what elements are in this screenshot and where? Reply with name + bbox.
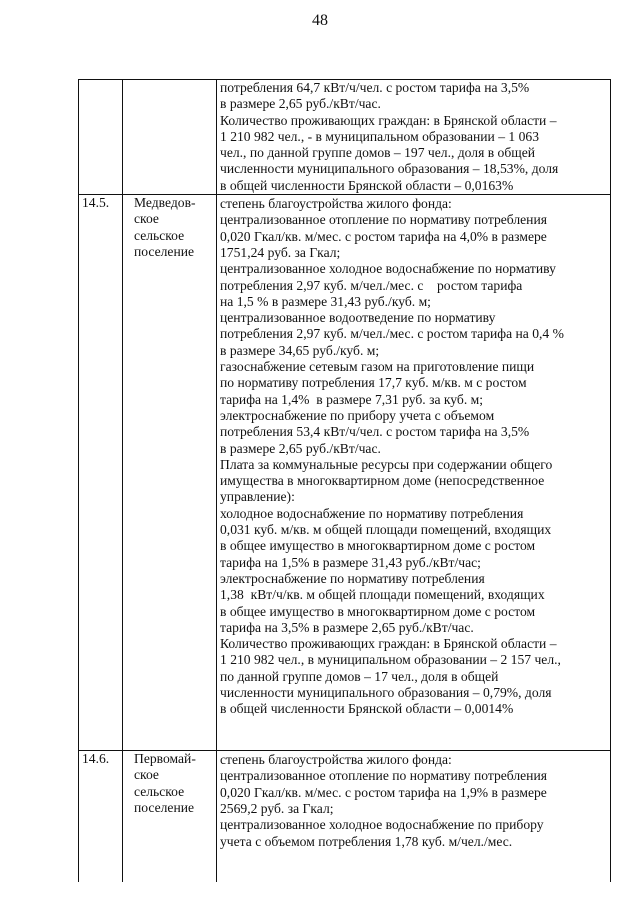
description-line: потребления 64,7 кВт/ч/чел. с ростом тарифа на 3,5%: [220, 80, 530, 95]
table-row: [79, 751, 611, 883]
description-line: имущества в многоквартирном доме (непосредственное: [220, 473, 545, 489]
description-line: в общей численности Брянской области – 0,0014%: [220, 701, 514, 717]
tariff-table: [78, 79, 611, 882]
description-line: в общее имущество в многоквартирном доме с ростом: [220, 538, 536, 554]
description-line: тарифа на 1,4% в размере 7,31 руб. за куб. м;: [220, 391, 484, 407]
description-line: газоснабжение сетевым газом на приготовление пищи: [220, 359, 535, 375]
description-line: численности муниципального образования – 18,53%, доля: [220, 161, 559, 177]
settlement-name-line: сельское: [134, 783, 185, 799]
description-line: централизованное водоотведение по нормативу: [220, 310, 496, 326]
settlement-name-line: ское: [134, 767, 159, 783]
description-line: централизованное холодное водоснабжение по нормативу: [220, 261, 556, 277]
description-line: в общей численности Брянской области – 0,0163%: [220, 177, 514, 193]
description-line: в размере 2,65 руб./кВт/час.: [220, 96, 381, 112]
description-cell: [217, 80, 611, 195]
description-line: тарифа на 1,5% в размере 31,43 руб./кВт/час;: [220, 554, 481, 570]
settlement-name-line: Первомай-: [134, 751, 196, 767]
description-cell: [217, 751, 611, 883]
description-line: централизованное отопление по нормативу потребления: [220, 212, 547, 228]
description-line: 0,020 Гкал/кв. м/мес. с ростом тарифа на 4,0% в размере: [220, 228, 547, 244]
description-line: управление):: [220, 489, 295, 505]
row-number-cell: [79, 751, 123, 883]
description-line: 0,020 Гкал/кв. м/мес. с ростом тарифа на 1,9% в размере: [220, 784, 547, 800]
description-line: Количество проживающих граждан: в Брянской области –: [220, 112, 557, 128]
description-line: холодное водоснабжение по нормативу потребления: [220, 505, 524, 521]
description-line: электроснабжение по нормативу потребления: [220, 570, 485, 586]
description-line: централизованное отопление по нормативу потребления: [220, 768, 547, 784]
settlement-name-line: сельское: [134, 227, 185, 243]
row-number: 14.6.: [82, 751, 110, 767]
description-line: в общее имущество в многоквартирном доме с ростом: [220, 603, 536, 619]
settlement-name-line: ское: [134, 211, 159, 227]
row-number-cell: [79, 195, 123, 751]
description-line: 1 210 982 чел., - в муниципальном образовании – 1 063: [220, 128, 539, 144]
table-body: [79, 80, 611, 883]
row-number: 14.5.: [82, 195, 110, 211]
description-line: Количество проживающих граждан: в Брянской области –: [220, 636, 557, 652]
description-line: потребления 2,97 куб. м/чел./мес. с ростом тарифа на 0,4 %: [220, 326, 564, 342]
settlement-name-cell: [123, 751, 217, 883]
description-line: 1 210 982 чел., в муниципальном образовании – 2 157 чел.,: [220, 652, 561, 668]
settlement-name-cell: [123, 195, 217, 751]
description-line: 1,38 кВт/ч/кв. м общей площади помещений, входящих: [220, 587, 545, 603]
description-line: электроснабжение по прибору учета с объемом: [220, 407, 495, 423]
page-number: 48: [312, 12, 328, 29]
settlement-name-line: Медведов-: [134, 195, 196, 211]
settlement-name-line: поселение: [134, 243, 195, 259]
description-line: потребления 53,4 кВт/ч/чел. с ростом тарифа на 3,5%: [220, 424, 530, 440]
description-line: в размере 34,65 руб./куб. м;: [220, 342, 380, 358]
description-line: 1751,24 руб. за Гкал;: [220, 244, 341, 260]
description-line: в размере 2,65 руб./кВт/час.: [220, 440, 381, 456]
description-line: Плата за коммунальные ресурсы при содержании общего: [220, 456, 553, 472]
description-line: 0,031 куб. м/кв. м общей площади помещений, входящих: [220, 522, 552, 538]
description-line: по данной группе домов – 17 чел., доля в общей: [220, 668, 499, 684]
description-line: 2569,2 руб. за Гкал;: [220, 800, 334, 816]
row-number-cell: [79, 80, 123, 195]
settlement-name-cell: [123, 80, 217, 195]
description-cell: [217, 195, 611, 751]
description-line: чел., по данной группе домов – 197 чел., доля в общей: [220, 145, 536, 161]
settlement-name-line: поселение: [134, 799, 195, 815]
table-row: [79, 195, 611, 751]
description-line: по нормативу потребления 17,7 куб. м/кв. м с ростом: [220, 375, 527, 391]
table-row: [79, 80, 611, 195]
description-line: учета с объемом потребления 1,78 куб. м/чел./мес.: [220, 833, 513, 849]
description-line: численности муниципального образования – 0,79%, доля: [220, 684, 552, 700]
description-line: потребления 2,97 куб. м/чел./мес. с ростом тарифа: [220, 277, 523, 293]
description-line: тарифа на 3,5% в размере 2,65 руб./кВт/час.: [220, 619, 474, 635]
description-line: централизованное холодное водоснабжение по прибору: [220, 817, 544, 833]
description-line: степень благоустройства жилого фонда:: [220, 196, 452, 212]
description-line: степень благоустройства жилого фонда:: [220, 752, 452, 768]
description-line: на 1,5 % в размере 31,43 руб./куб. м;: [220, 293, 431, 309]
